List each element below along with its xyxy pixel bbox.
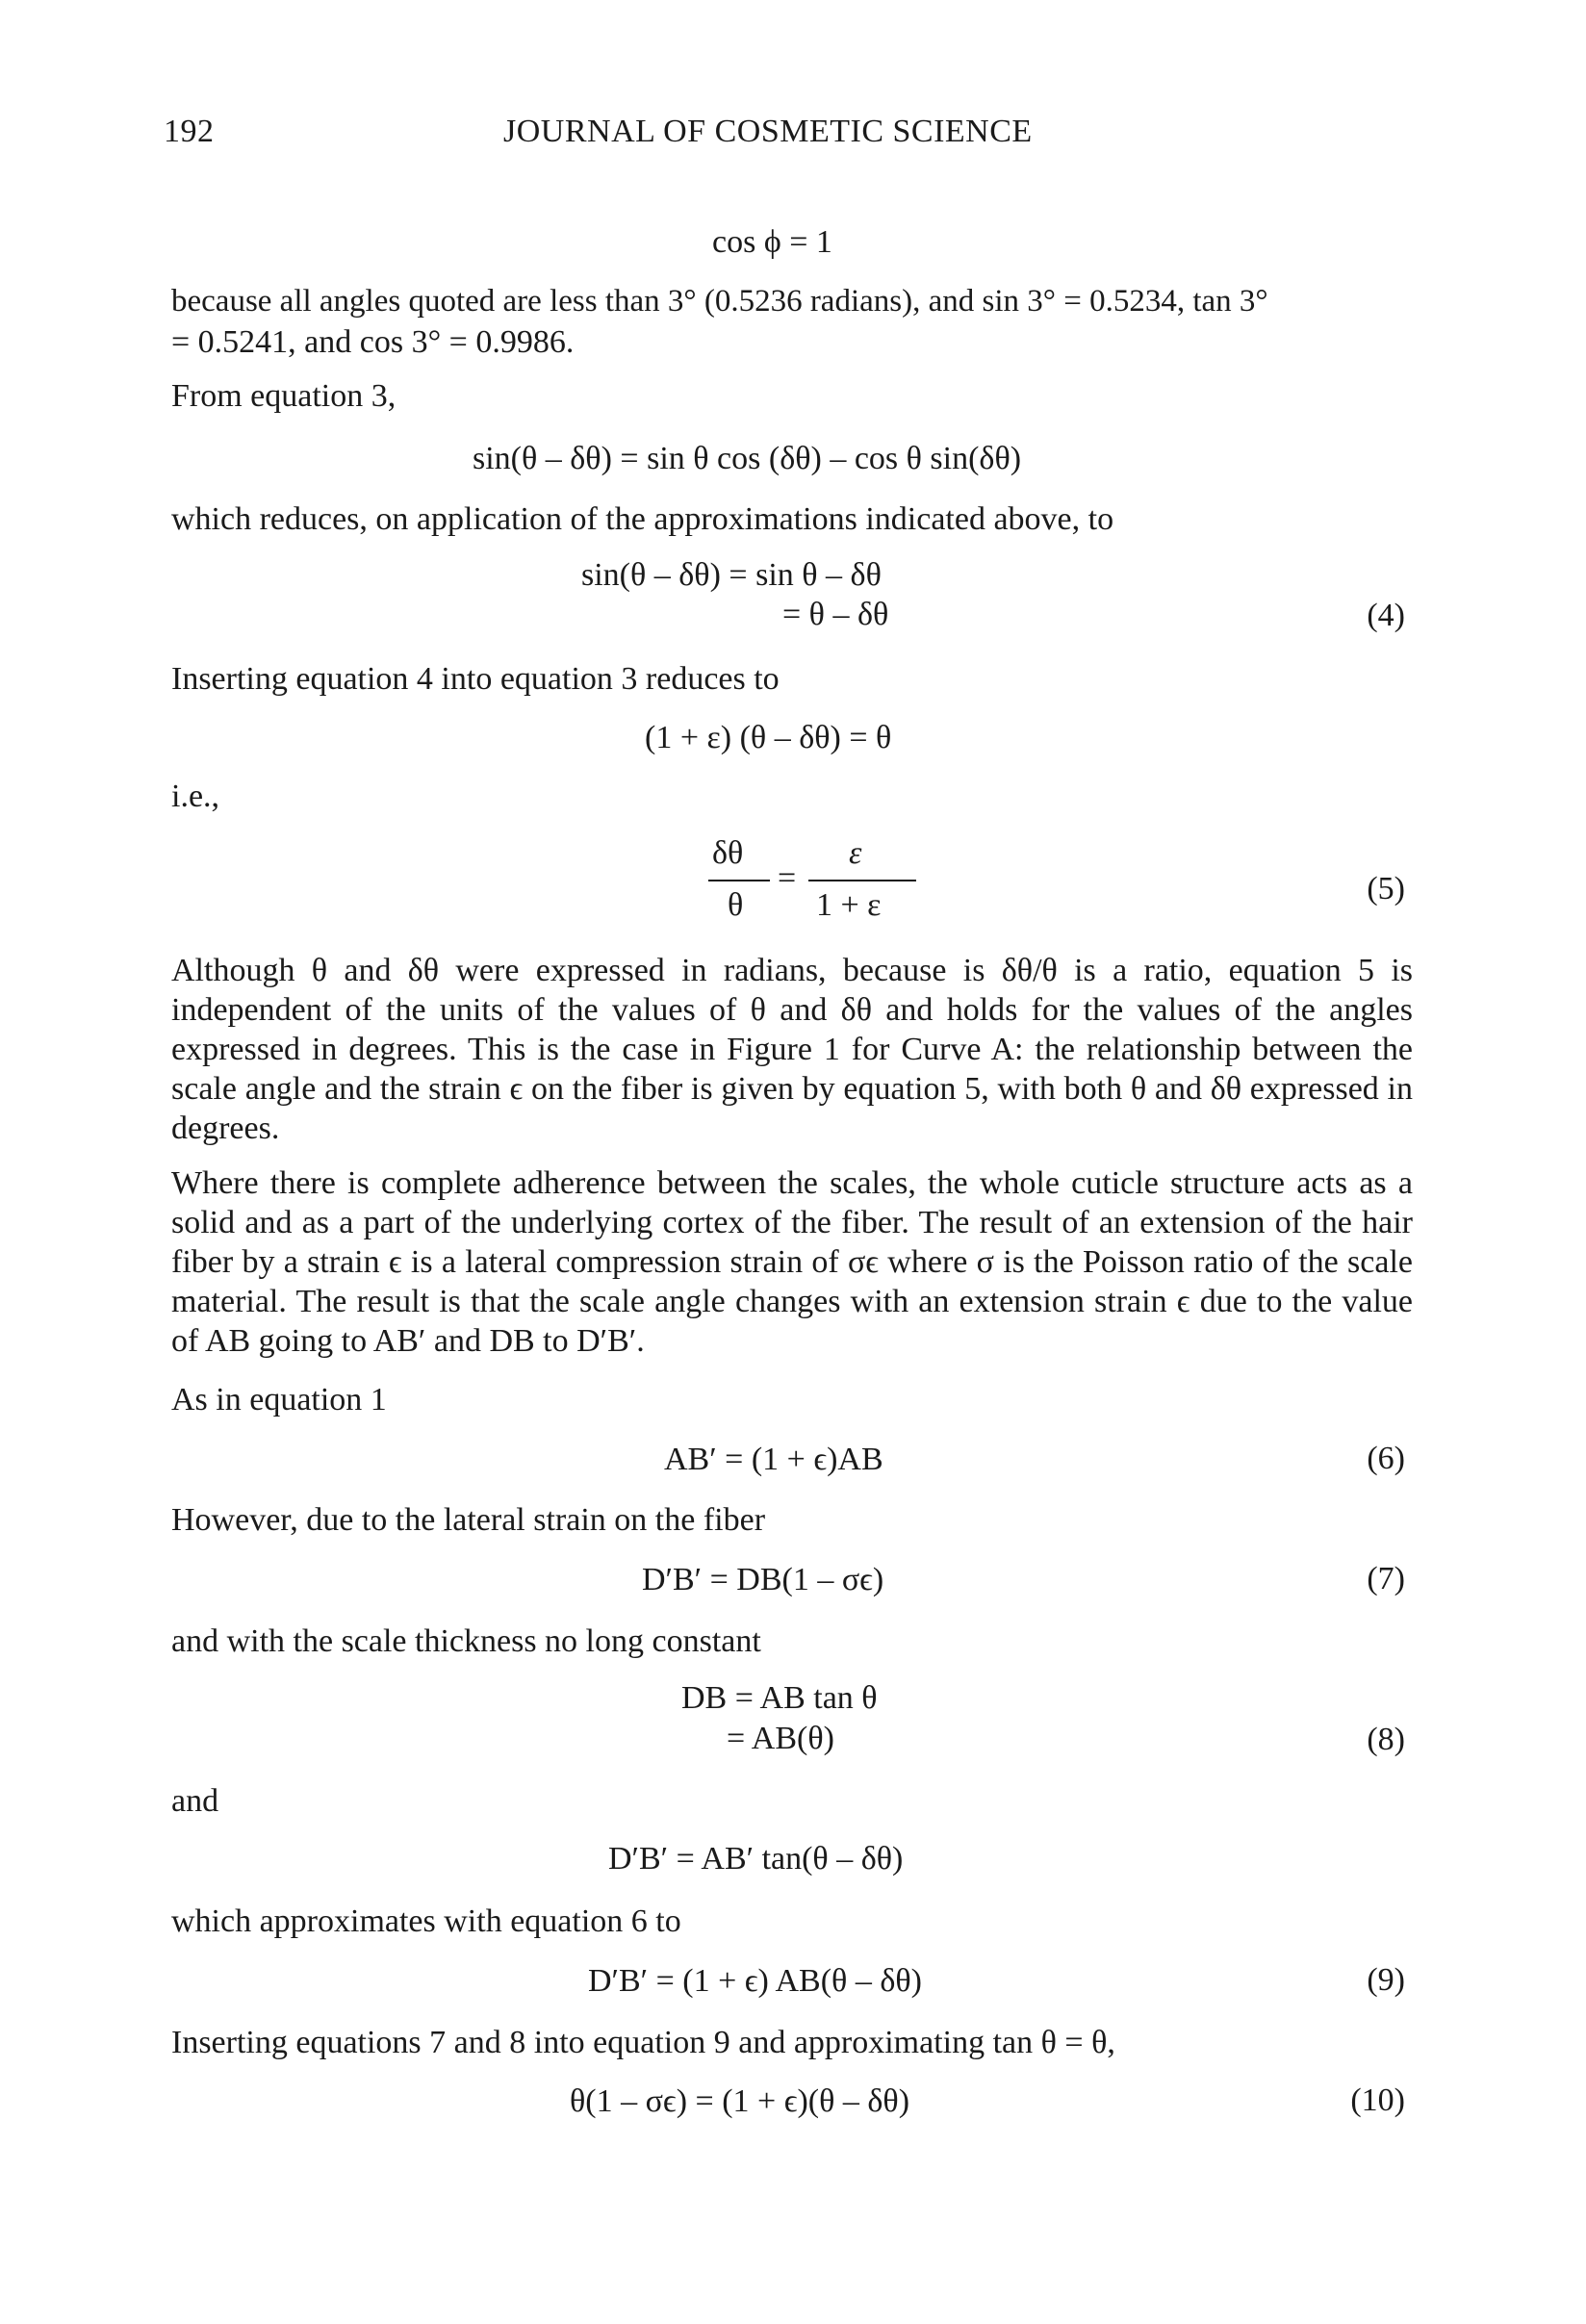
text-line: = 0.5241, and cos 3° = 0.9986. — [171, 324, 575, 360]
equation-cos-phi: cos ϕ = 1 — [712, 224, 832, 260]
equation-number: (6) — [1367, 1441, 1405, 1476]
equals-sign: = — [778, 860, 797, 896]
text-line: and — [171, 1783, 219, 1819]
text-line: However, due to the lateral strain on the fiber — [171, 1502, 766, 1538]
text-line: which approximates with equation 6 to — [171, 1903, 681, 1939]
page-number: 192 — [164, 114, 215, 149]
equation-8-line-2: = AB(θ) — [727, 1721, 834, 1756]
fraction-denominator: 1 + ε — [816, 887, 882, 923]
equation-number: (4) — [1367, 598, 1405, 633]
paragraph-where: Where there is complete adherence between the scales, the whole cuticle structure acts as a solid and as a part of the underlying cortex of the fiber. The result of an extension of the hair fiber by a strain ϵ is a lateral compression strain of σϵ where σ is the Poisson ratio of the scale material. The result is that the scale angle changes with an extension strain ϵ due to the value of AB going to AB′ and DB to D′B′. — [171, 1165, 1413, 1359]
equation-number: (5) — [1367, 871, 1405, 907]
text-line: because all angles quoted are less than 3° (0.5236 radians), and sin 3° = 0.5234, tan 3° — [171, 284, 1268, 319]
fraction-denominator: θ — [728, 887, 744, 923]
running-head: JOURNAL OF COSMETIC SCIENCE — [503, 114, 1033, 149]
text-line: From equation 3, — [171, 378, 396, 414]
text-line: i.e., — [171, 779, 220, 814]
equation-10: θ(1 – σϵ) = (1 + ϵ)(θ – δθ) — [570, 2083, 910, 2119]
equation-4-line-1: sin(θ – δθ) = sin θ – δθ — [581, 557, 882, 593]
equation-7: D′B′ = DB(1 – σϵ) — [642, 1562, 884, 1597]
text-line: Inserting equation 4 into equation 3 reduces to — [171, 661, 780, 697]
equation-dpb: D′B′ = AB′ tan(θ – δθ) — [608, 1841, 904, 1877]
paragraph-although: Although θ and δθ were expressed in radians, because is δθ/θ is a ratio, equation 5 is independent of the units of the values of θ and δθ and holds for the values of the angles expressed in degrees. This is the case in Figure 1 for Curve A: the relationship between the scale angle and the strain ϵ on the fiber is given by equation 5, with both θ and δθ expressed in degrees. — [171, 953, 1413, 1146]
text-line: Inserting equations 7 and 8 into equation 9 and approximating tan θ = θ, — [171, 2025, 1115, 2060]
text-line: which reduces, on application of the approximations indicated above, to — [171, 501, 1114, 537]
equation-4-line-2: = θ – δθ — [782, 597, 889, 632]
fraction-numerator: ε — [849, 835, 862, 871]
equation-number: (8) — [1367, 1722, 1405, 1757]
equation-9: D′B′ = (1 + ϵ) AB(θ – δθ) — [588, 1963, 922, 1999]
equation-product: (1 + ε) (θ – δθ) = θ — [645, 720, 892, 755]
fraction-numerator: δθ — [712, 835, 744, 871]
text-line: and with the scale thickness no long constant — [171, 1623, 761, 1659]
equation-number: (9) — [1367, 1962, 1405, 1998]
fraction-bar — [808, 880, 916, 881]
text-line: As in equation 1 — [171, 1382, 387, 1417]
equation-8-line-1: DB = AB tan θ — [681, 1680, 878, 1716]
equation-number: (10) — [1350, 2082, 1405, 2118]
equation-6: AB′ = (1 + ϵ)AB — [664, 1442, 883, 1477]
fraction-bar — [708, 880, 770, 881]
equation-number: (7) — [1367, 1561, 1405, 1596]
equation-sin-expansion: sin(θ – δθ) = sin θ cos (δθ) – cos θ sin(δθ) — [473, 441, 1022, 476]
equation-5-fraction — [674, 835, 934, 932]
